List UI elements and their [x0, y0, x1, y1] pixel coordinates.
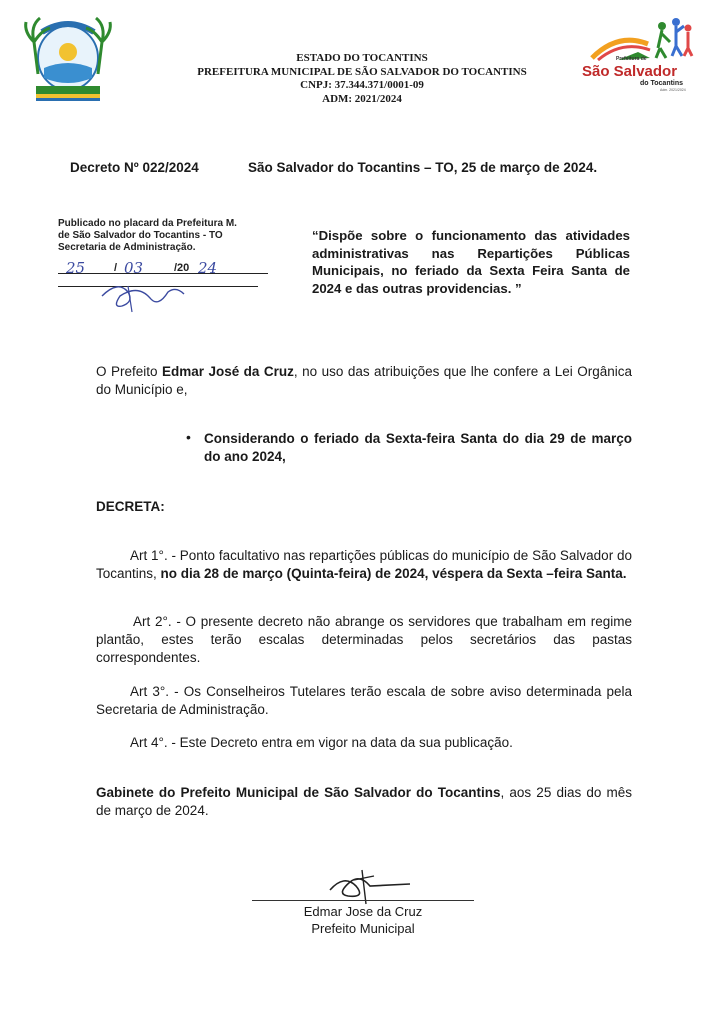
- signature-rule: [252, 900, 474, 901]
- stamp-year-suffix: 24: [198, 259, 218, 277]
- stamp-signature: [98, 278, 188, 314]
- decreta-heading: DECRETA:: [96, 499, 165, 514]
- closing-bold: Gabinete do Prefeito Municipal de São Salvador do Tocantins: [96, 785, 501, 800]
- closing-rest: , aos 25 dias do mês de março de 2024.: [96, 785, 632, 818]
- signer-name: Edmar Jose da Cruz: [303, 904, 423, 919]
- stamp-line-3: Secretaria de Administração.: [58, 242, 196, 253]
- header-state: ESTADO DO TOCANTINS: [296, 52, 428, 64]
- mayor-name: Edmar José da Cruz: [161, 364, 294, 379]
- logo-sub: do Tocantins: [640, 80, 684, 87]
- city-logo: [578, 14, 698, 94]
- logo-top-small: Prefeitura de: [616, 56, 647, 62]
- article-4: Art 4°. - Este Decreto entra em vigor na data da sua publicação.: [130, 735, 513, 750]
- logo-name: São Salvador: [582, 63, 678, 80]
- header-cnpj: CNPJ: 37.344.371/0001-09: [300, 79, 424, 91]
- closing-statement: [96, 784, 632, 820]
- header-city-hall: PREFEITURA MUNICIPAL DE SÃO SALVADOR DO TOCANTINS: [197, 65, 527, 78]
- bullet-icon: •: [186, 429, 191, 445]
- signer-title: Prefeito Municipal: [311, 921, 415, 936]
- decree-summary: “Dispõe sobre o funcionamento das atividades administrativas nas Repartições Públicas Municipais, no feriado da Sexta Feira Santa de 2024 e das outras providencias. ”: [312, 228, 630, 296]
- article-1: [96, 547, 632, 583]
- considering-clause: Considerando o feriado da Sexta-feira Santa do dia 29 de março do ano 2024,: [204, 431, 632, 464]
- logo-adm: Adm. 2021/2024: [660, 88, 686, 92]
- article-1-text: Art 1°. - Ponto facultativo nas repartições públicas do município de São Salvador do Tocantins,: [96, 548, 632, 581]
- signature-block: [252, 903, 474, 937]
- article-1-bold: no dia 28 de março (Quinta-feira) de 2024, véspera da Sexta –feira Santa.: [160, 566, 627, 581]
- stamp-line-2: de São Salvador do Tocantins - TO: [58, 230, 223, 241]
- preamble-after: , no uso das atribuições que lhe confere a Lei Orgânica do Município e,: [96, 364, 633, 397]
- decree-place-date: São Salvador do Tocantins – TO, 25 de março de 2024.: [248, 160, 598, 175]
- stamp-year-prefix: /20: [174, 262, 190, 274]
- stamp-date: 25 / 03 /20 24: [58, 258, 268, 276]
- preamble: [96, 363, 632, 399]
- article-2: Art 2°. - O presente decreto não abrange os servidores que trabalham em regime plantão, estes terão escalas determinadas pelos secretários das pastas correspondentes.: [96, 614, 632, 665]
- decree-number: Decreto Nº 022/2024: [70, 160, 199, 175]
- stamp-day: 25: [66, 259, 86, 277]
- publication-stamp: [58, 218, 268, 287]
- stamp-month: 03: [124, 259, 144, 277]
- stamp-line-1: Publicado no placard da Prefeitura M.: [58, 218, 237, 229]
- header-adm: ADM: 2021/2024: [322, 92, 402, 105]
- article-3: Art 3°. - Os Conselheiros Tutelares terão escala de sobre aviso determinada pela Secretaria de Administração.: [96, 684, 632, 717]
- preamble-before: O Prefeito: [96, 364, 162, 379]
